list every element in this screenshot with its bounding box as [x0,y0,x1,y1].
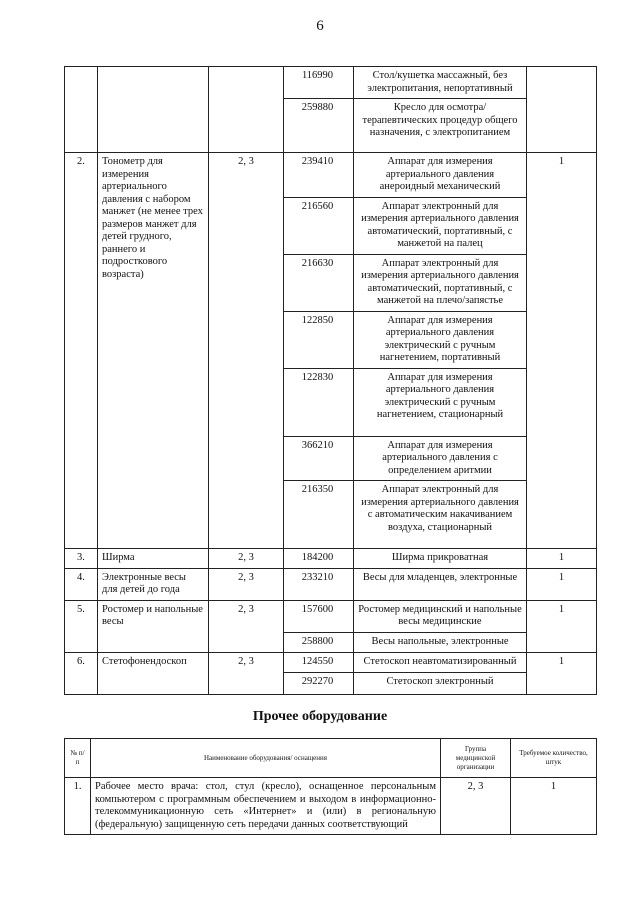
equipment-code: 157600 [284,600,354,632]
equipment-name: Ростомер и напольные весы [98,600,209,652]
required-quantity: 1 [527,549,597,569]
page-number: 6 [316,18,324,34]
row-number: 6. [65,652,98,694]
equipment-code: 122850 [284,311,354,368]
equipment-name [98,67,209,153]
equipment-description: Аппарат для измерения артериального давления электрический с ручным нагнетением, стационарный [354,368,527,436]
org-group: 2, 3 [209,600,284,652]
required-quantity: 1 [527,153,597,549]
equipment-description: Аппарат для измерения артериального давления электрический с ручным нагнетением, портативный [354,311,527,368]
required-quantity: 1 [527,600,597,652]
equipment-description: Аппарат электронный для измерения артериального давления с автоматическим накачиванием воздуха, стационарный [354,481,527,549]
required-quantity: 1 [527,652,597,694]
table-row [65,568,597,600]
equipment-description: Стетоскоп неавтоматизированный [354,652,527,672]
table-row [65,652,597,672]
row-number: 4. [65,568,98,600]
equipment-code: 239410 [284,153,354,198]
org-group: 2, 3 [209,652,284,694]
equipment-code: 116990 [284,67,354,99]
equipment-code: 259880 [284,99,354,153]
equipment-code: 216350 [284,481,354,549]
equipment-description: Ширма прикроватная [354,549,527,569]
org-group: 2, 3 [209,568,284,600]
equipment-description: Стол/кушетка массажный, без электропитания, непортативный [354,67,527,99]
equipment-code: 258800 [284,632,354,652]
table-header-row [65,739,597,778]
required-quantity: 1 [511,778,597,835]
row-number: 2. [65,153,98,549]
equipment-name: Стетофонендоскоп [98,652,209,694]
table-row [65,600,597,632]
equipment-table [64,66,597,695]
equipment-description: Аппарат электронный для измерения артериального давления автоматический, портативный, с манжетой на палец [354,197,527,254]
equipment-name: Рабочее место врача: стол, стул (кресло), оснащенное персональным компьютером с программным обеспечением и выходом в информационно-телекоммуникационную сеть «Интернет» и (или) в региональную (федеральную) защищенную сеть передачи данных соответствующий [91,778,441,835]
row-number: 3. [65,549,98,569]
org-group: 2, 3 [209,153,284,549]
equipment-description: Аппарат для измерения артериального давления анероидный механический [354,153,527,198]
equipment-code: 216560 [284,197,354,254]
section-title: Прочее оборудование [252,709,388,724]
equipment-code: 366210 [284,436,354,481]
header-quantity: Требуемое количество, штук [511,739,597,778]
equipment-name: Ширма [98,549,209,569]
equipment-code: 216630 [284,254,354,311]
equipment-description: Ростомер медицинский и напольные весы медицинские [354,600,527,632]
equipment-description: Весы напольные, электронные [354,632,527,652]
header-number: № п/п [65,739,91,778]
org-group: 2, 3 [441,778,511,835]
equipment-code: 184200 [284,549,354,569]
equipment-code: 233210 [284,568,354,600]
other-equipment-table [64,738,597,835]
equipment-description: Аппарат для измерения артериального давления с определением аритмии [354,436,527,481]
equipment-description: Аппарат электронный для измерения артериального давления автоматический, портативный, с манжетой на плечо/запястье [354,254,527,311]
equipment-code: 292270 [284,672,354,694]
equipment-name: Тонометр для измерения артериального давления с набором манжет (не менее трех размеров манжет для детей грудного, раннего и подросткового возраста) [98,153,209,549]
table-row [65,778,597,835]
row-number: 1. [65,778,91,835]
required-quantity: 1 [527,568,597,600]
table-row [65,153,597,198]
header-name: Наименование оборудования/ оснащения [91,739,441,778]
row-number: 5. [65,600,98,652]
org-group [209,67,284,153]
row-number [65,67,98,153]
equipment-description: Кресло для осмотра/терапевтических процедур общего назначения, с электропитанием [354,99,527,153]
header-group: Группа медицинской организации [441,739,511,778]
table-row [65,67,597,99]
table-row [65,549,597,569]
equipment-description: Весы для младенцев, электронные [354,568,527,600]
equipment-code: 124550 [284,652,354,672]
required-quantity [527,67,597,153]
org-group: 2, 3 [209,549,284,569]
equipment-code: 122830 [284,368,354,436]
equipment-name: Электронные весы для детей до года [98,568,209,600]
equipment-description: Стетоскоп электронный [354,672,527,694]
